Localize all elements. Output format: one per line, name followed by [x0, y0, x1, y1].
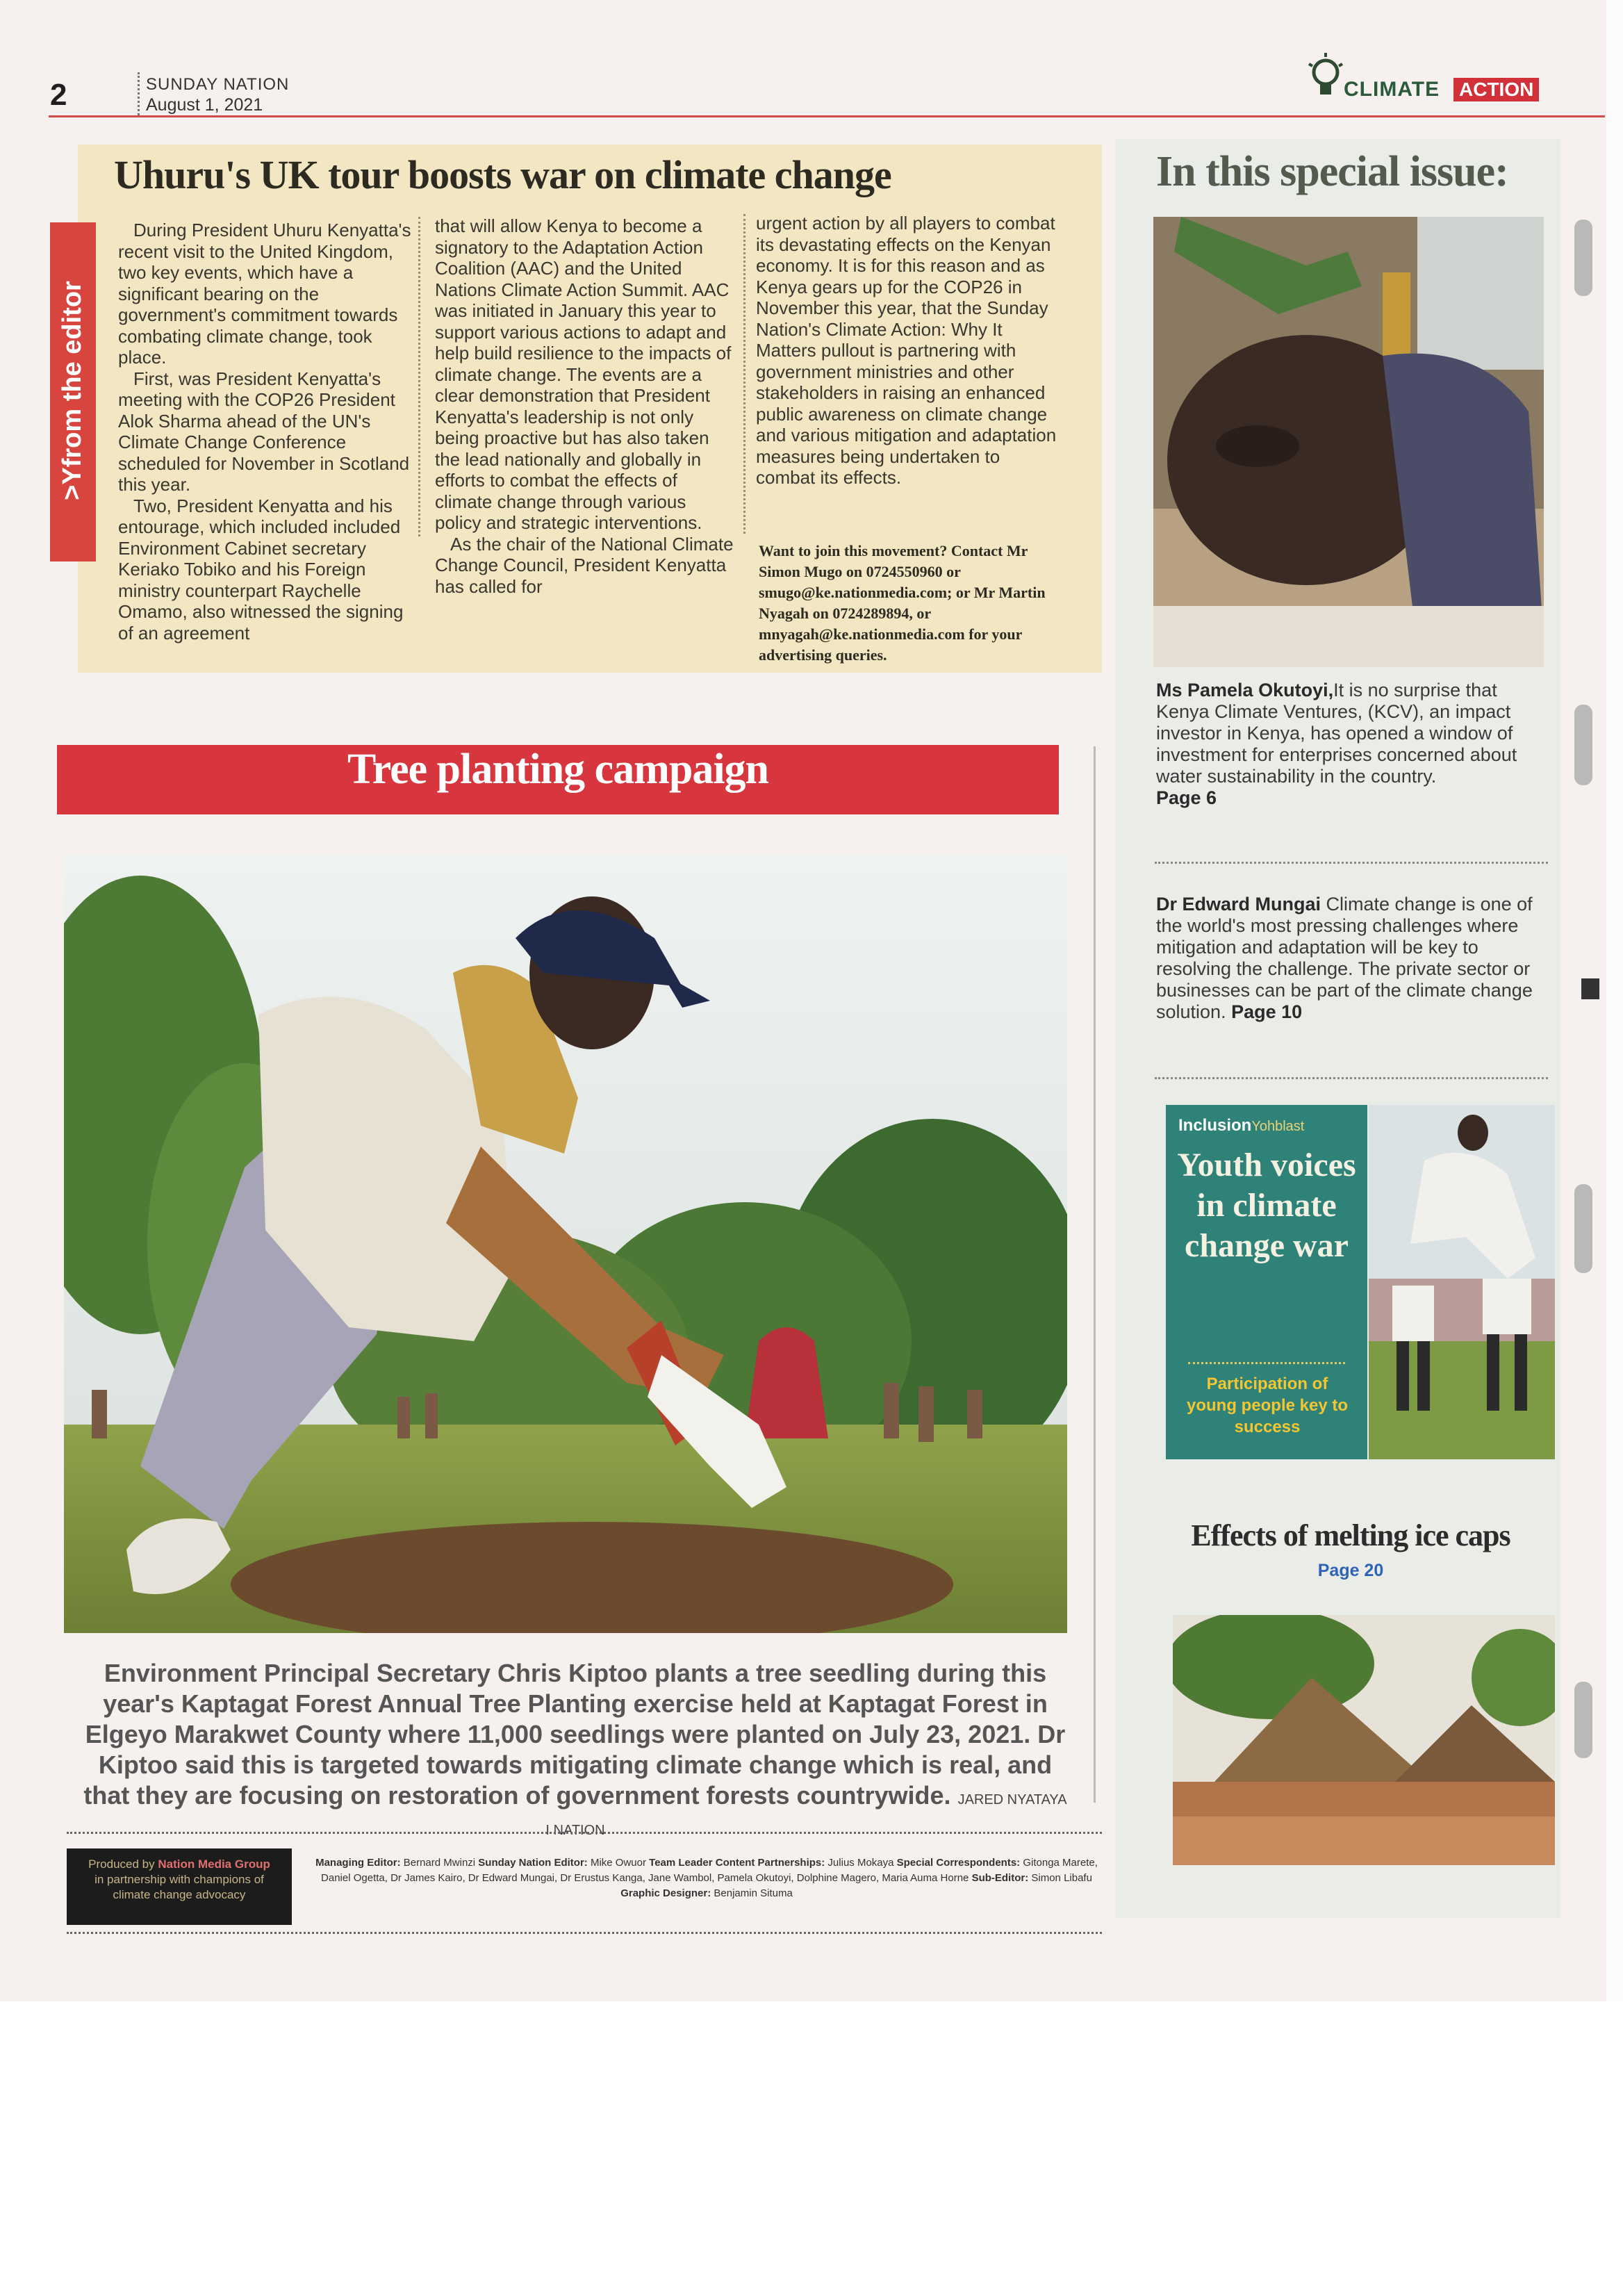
editor-column-1	[118, 220, 413, 643]
editor-headline: Uhuru's UK tour boosts war on climate change	[114, 152, 891, 197]
staff-role: Sub-Editor:	[971, 1872, 1029, 1884]
sidebar-divider	[1155, 862, 1548, 864]
join-movement-box	[759, 541, 1056, 666]
column-divider	[743, 214, 745, 534]
binding-mark	[1574, 705, 1592, 785]
melting-ice-caps-title: Effects of melting ice caps	[1191, 1518, 1510, 1552]
boy-drinking-water-photo	[1153, 217, 1544, 667]
tree-planting-heading: Tree planting campaign	[347, 746, 769, 793]
editor-column-2	[435, 215, 735, 597]
photo-caption	[82, 1658, 1069, 1842]
paragraph: First, was President Kenyatta's meeting with the COP26 President Alok Sharma ahead of the UN's Climate Change Conference scheduled for November in Scotland this year.	[118, 368, 410, 495]
staff-role: Team Leader Content Partnerships:	[649, 1857, 825, 1869]
staff-role: Special Correspondents:	[896, 1857, 1021, 1869]
inclusion-sublabel: Yohblast	[1251, 1119, 1305, 1134]
producer-text	[75, 1857, 283, 1903]
item-author: Dr Edward Mungai	[1156, 894, 1321, 915]
youth-dance-photo	[1369, 1105, 1555, 1459]
staff-name: Mike Owuor	[587, 1857, 650, 1869]
staff-name: Gitonga Marete, Daniel Ogetta, Dr James Kairo, Dr Edward Mungai, Dr Erustus Kanga, Jane Wambol, Pamela Okutoyi, Dolphine Magero, Maria Auma Horne	[321, 1857, 1098, 1884]
staff-role: Graphic Designer:	[620, 1887, 711, 1899]
caption-text: Environment Principal Secretary Chris Kiptoo plants a tree seedling during this year's Kaptagat Forest Annual Tree Planting exercise held at Kaptagat Forest in Elgeyo Marakwet County where 11,000 seedlings were planted on July 23, 2021. Dr Kiptoo said this is targeted towards mitigating climate change which is real, and that they are focusing on restoration of government forests countrywide.	[83, 1659, 1066, 1810]
produced-by-label: Produced by	[88, 1858, 155, 1871]
item-page-ref: Page 10	[1226, 1001, 1303, 1022]
staff-credits	[311, 1855, 1102, 1901]
sidebar-item-mungai	[1156, 894, 1545, 1023]
paragraph: As the chair of the National Climate Change Council, President Kenyatta has called for	[435, 533, 734, 597]
item-author: Ms Pamela Okutoyi,	[1156, 680, 1334, 700]
binding-mark	[1574, 220, 1592, 296]
newspaper-name: SUNDAY NATION	[146, 75, 290, 94]
flooded-huts-photo	[1173, 1615, 1555, 1865]
paragraph: that will allow Kenya to become a signatory to the Adaptation Action Coalition (AAC) and the United Nations Climate Action Summit. AAC was initiated in January this year to support various actions to adapt and help build resilience to the impacts of climate change. The events are a clear demonstration that President Kenyatta's leadership is not only being proactive but has also taken the lead nationally and globally in efforts to combat the effects of climate change through various policy and strategic interventions.	[435, 215, 732, 533]
binding-mark	[1574, 1184, 1592, 1273]
partnership-text: in partnership with champions of climate change advocacy	[94, 1873, 264, 1901]
staff-role: Sunday Nation Editor:	[478, 1857, 588, 1869]
footer-bottom-divider	[67, 1932, 1102, 1934]
inclusion-tag	[1178, 1116, 1304, 1135]
tree-planting-photo	[64, 855, 1067, 1633]
staff-name: Simon Libafu	[1028, 1872, 1092, 1884]
item-page-ref: Page 6	[1156, 787, 1217, 808]
sidebar-divider	[1155, 1077, 1548, 1079]
page-number: 2	[50, 78, 67, 112]
from-the-editor-tab	[50, 222, 96, 561]
climate-action-logo	[1305, 50, 1569, 108]
issue-date: August 1, 2021	[146, 95, 263, 115]
section-action-label: ACTION	[1453, 78, 1539, 101]
paragraph: Two, President Kenyatta and his entourage, which included included Environment Cabinet secretary Keriako Tobiko and his Foreign ministry counterpart Raychelle Omamo, also witnessed the signing of an agreement	[118, 495, 404, 643]
staff-name: Bernard Mwinzi	[400, 1857, 479, 1869]
join-heading: Want to join this movement?	[759, 542, 948, 559]
melting-ice-caps-page: Page 20	[1317, 1561, 1384, 1580]
teaser-divider	[1188, 1362, 1345, 1364]
masthead-divider	[138, 72, 140, 115]
join-contact-text: Contact Mr Simon Mugo on 0724550960 or smugo@ke.nationmedia.com; or Mr Martin Nyagah on 0724289894, or mnyagah@ke.nationmedia.com for your advertising queries.	[759, 542, 1046, 664]
footer-divider	[67, 1832, 1102, 1834]
staff-name: Benjamin Situma	[711, 1887, 793, 1899]
photo-frame-line	[1094, 746, 1096, 1803]
section-climate-label: CLIMATE	[1344, 78, 1440, 101]
sidebar-item-okutoyi	[1156, 680, 1545, 809]
inclusion-label: Inclusion	[1178, 1116, 1252, 1135]
youth-voices-subtitle: Participation of young people key to success	[1186, 1375, 1349, 1436]
next-page-edge	[1606, 0, 1623, 2001]
staff-role: Managing Editor:	[315, 1857, 401, 1869]
scan-blank-area	[0, 2001, 1623, 2296]
paragraph: urgent action by all players to combat its devastating effects on the Kenyan economy. It is for this reason and as Kenya gears up for the COP26 in November this year, that the Sunday Nation's Climate Action: Why It Matters pullout is partnering with government ministries and other stakeholders in raising an enhanced public awareness on climate change and various mitigation and adaptation measures being undertaken to combat its effects.	[756, 213, 1057, 488]
item-summary: It is no surprise that Kenya Climate Ventures, (KCV), an impact investor in Kenya, has opened a window of investment for enterprises concerned about water sustainability in the country.	[1156, 680, 1517, 787]
staff-name: Julius Mokaya	[825, 1857, 897, 1869]
paragraph: During President Uhuru Kenyatta's recent visit to the United Kingdom, two key events, which have a significant bearing on the government's commitment towards combating climate change, took place.	[118, 220, 411, 368]
sidebar-title: In this special issue:	[1156, 148, 1508, 195]
tree-planting-banner	[57, 745, 1059, 814]
producer-name: Nation Media Group	[158, 1858, 270, 1871]
photo-credit: JARED NYATAYA I NATION	[545, 1792, 1067, 1838]
binding-mark	[1574, 1682, 1592, 1758]
editor-column-3	[756, 213, 1063, 489]
youth-voices-title: Youth voices in climate change war	[1177, 1147, 1356, 1264]
crop-marker	[1581, 978, 1599, 999]
column-divider	[418, 217, 420, 536]
producer-box	[67, 1848, 292, 1925]
editor-tab-label: >Yfrom the editor	[58, 281, 87, 500]
lightbulb-icon	[1305, 50, 1346, 115]
masthead-rule	[49, 115, 1605, 117]
item-summary: Climate change is one of the world's most pressing challenges where mitigation and adaptation will be key to resolving the challenge. The private sector or businesses can be part of the climate change solution.	[1156, 894, 1533, 1022]
